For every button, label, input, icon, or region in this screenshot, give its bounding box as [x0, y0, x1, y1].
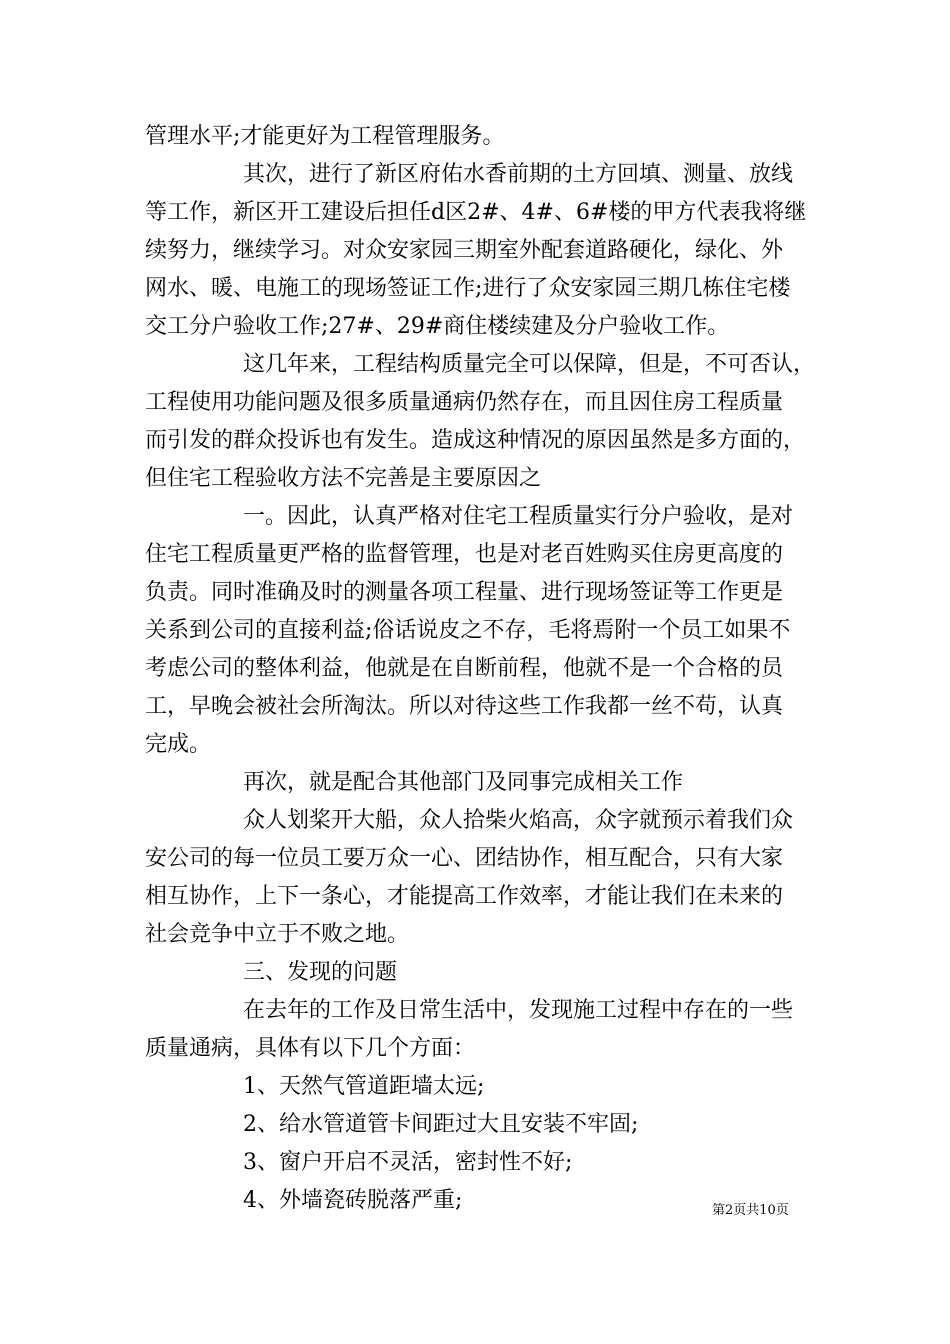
section-heading: 再次，就是配合其他部门及同事完成相关工作: [243, 770, 684, 795]
text-line: 交工分户验收工作;27#、29#商住楼续建及分户验收工作。: [145, 314, 730, 339]
text-line: 工，早晚会被社会所淘汰。所以对待这些工作我都一丝不苟，认真: [145, 694, 784, 719]
text-line: 工程使用功能问题及很多质量通病仍然存在，而且因住房工程质量: [145, 390, 784, 415]
text-line: 这几年来，工程结构质量完全可以保障，但是，不可否认，: [243, 352, 816, 377]
text-line: 安公司的每一位员工要万众一心、团结协作，相互配合，只有大家: [145, 846, 784, 871]
page-number-footer: 第2页共10页: [712, 1203, 789, 1218]
list-item: 3、窗户开启不灵活，密封性不好;: [243, 1150, 573, 1175]
list-item: 1、天然气管道距墙太远;: [243, 1074, 485, 1099]
text-line: 质量通病，具体有以下几个方面：: [145, 1036, 476, 1061]
text-line: 关系到公司的直接利益;俗话说皮之不存，毛将焉附一个员工如果不: [145, 618, 791, 643]
text-line: 住宅工程质量更严格的监督管理，也是对老百姓购买住房更高度的: [145, 542, 784, 567]
text-line: 其次，进行了新区府佑水香前期的土方回填、测量、放线: [243, 162, 794, 187]
document-body: [145, 118, 816, 1220]
text-line: 考虑公司的整体利益，他就是在自断前程，他就不是一个合格的员: [145, 656, 784, 681]
text-line: 等工作，新区开工建设后担任d区2#、4#、6#楼的甲方代表我将继: [145, 200, 807, 225]
list-item: 2、给水管道管卡间距过大且安装不牢固;: [243, 1112, 639, 1137]
text-line: 相互协作，上下一条心，才能提高工作效率，才能让我们在未来的: [145, 884, 784, 909]
section-heading: 三、发现的问题: [243, 960, 398, 985]
list-item: 4、外墙瓷砖脱落严重;: [243, 1188, 463, 1213]
text-line: 一。因此，认真严格对住宅工程质量实行分户验收，是对: [243, 504, 794, 529]
text-line: 续努力，继续学习。对众安家园三期室外配套道路硬化，绿化、外: [145, 238, 784, 263]
text-line: 完成。: [145, 732, 212, 757]
text-line: 网水、暖、电施工的现场签证工作;进行了众安家园三期几栋住宅楼: [145, 276, 791, 301]
text-line: 在去年的工作及日常生活中，发现施工过程中存在的一些: [243, 998, 794, 1023]
text-line: 管理水平;才能更好为工程管理服务。: [145, 124, 505, 149]
text-line: 社会竞争中立于不败之地。: [145, 922, 410, 947]
text-line: 而引发的群众投诉也有发生。造成这种情况的原因虽然是多方面的，: [145, 428, 806, 453]
text-line: 但住宅工程验收方法不完善是主要原因之: [145, 466, 542, 491]
text-line: 负责。同时准确及时的测量各项工程量、进行现场签证等工作更是: [145, 580, 784, 605]
text-line: 众人划桨开大船，众人拾柴火焰高，众字就预示着我们众: [243, 808, 794, 833]
